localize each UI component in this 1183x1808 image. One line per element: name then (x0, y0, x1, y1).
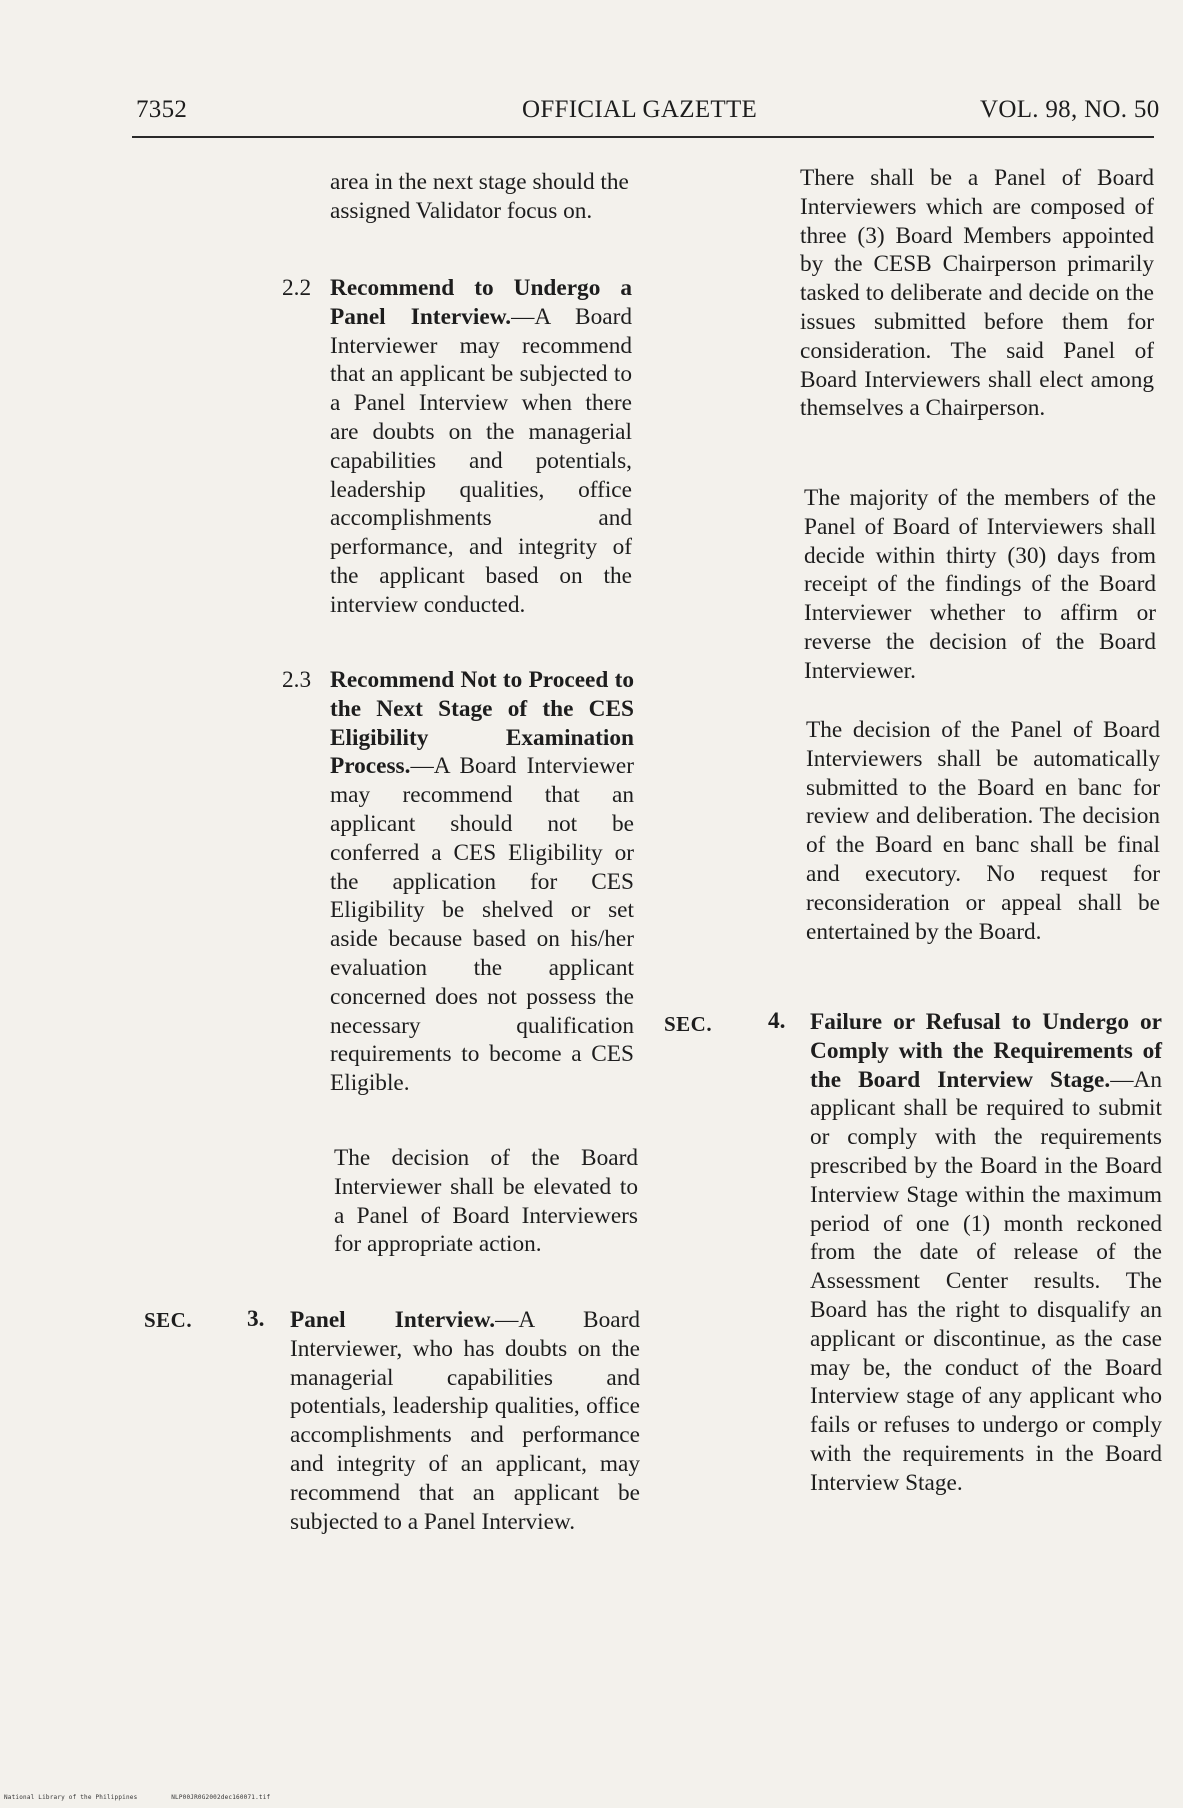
item-2-3-paragraph (330, 666, 634, 1098)
decision-paragraph: The decision of the Board Interviewer shall be elevated to a Panel of Board Interviewers for appropriate action. (334, 1145, 638, 1258)
section-3-paragraph (290, 1306, 640, 1536)
publication-title: OFFICIAL GAZETTE (522, 96, 758, 123)
scan-footer (4, 1794, 300, 1801)
item-body: —A Board Interviewer may recommend that an applicant should not be conferred a CES Eligibility or the application for CES Eligibility be shelved or set aside because based on his/her evaluation the applicant concerned does not possess the necessary qualification requirements to become a CES Eligible. (330, 753, 634, 1097)
majority-decision-paragraph: The majority of the members of the Panel of Board of Interviewers shall decide within thirty (30) days from receipt of the findings of the Board Interviewer whether to affirm or reverse the decision of the Board Interviewer. (804, 485, 1156, 684)
section-body: —A Board Interviewer, who has doubts on the managerial capabilities and potentials, leadership qualities, office accomplishments and performance and integrity of an applicant, may recommend that an applicant be subjected to a Panel Interview. (290, 1307, 640, 1535)
item-heading: Recommend Not to Proceed to the Next Stage of the CES Eligibility Examination Process. (330, 667, 634, 780)
section-number: 3. (247, 1306, 265, 1332)
page-number: 7352 (136, 96, 188, 123)
section-label: SEC. (664, 1012, 713, 1036)
footer-library: National Library of the Philippines (4, 1794, 138, 1801)
section-4-paragraph (810, 1008, 1162, 1498)
item-body: —A Board Interviewer may recommend that an applicant be subjected to a Panel Interview when there are doubts on the managerial capabilities and potentials, leadership qualities, office accomplishments and performance, and integrity of the applicant based on the interview conducted. (330, 303, 632, 618)
header-rule (132, 136, 1154, 138)
item-number: 2.3 (282, 667, 312, 693)
volume-issue: VOL. 98, NO. 50 (980, 96, 1160, 123)
item-heading: Recommend to Undergo a Panel Interview. (330, 275, 632, 330)
panel-composition-paragraph: There shall be a Panel of Board Interviewers which are composed of three (3) Board Members appointed by the CESB Chairperson primarily tasked to deliberate and decide on the issues submitted before them for consideration. The said Panel of Board Interviewers shall elect among themselves a Chairperson. (800, 165, 1154, 422)
section-heading: Panel Interview. (290, 1307, 496, 1333)
section-heading: Failure or Refusal to Undergo or Comply with the Requirements of the Board Interview Stage. (810, 1009, 1162, 1093)
section-body: —An applicant shall be required to submit or comply with the requirements prescribed by the Board in the Board Interview Stage within the maximum period of one (1) month reckoned from the date of release of the Assessment Center results. The Board has the right to disqualify an applicant or discontinue, as the case may be, the conduct of the Board Interview stage of any applicant who fails or refuses to undergo or comply with the requirements in the Board Interview Stage. (810, 1066, 1162, 1496)
intro-paragraph: area in the next stage should the assigned Validator focus on. (330, 169, 629, 224)
section-label: SEC. (144, 1308, 193, 1332)
en-banc-paragraph: The decision of the Panel of Board Interviewers shall be automatically submitted to the Board en banc for review and deliberation. The decision of the Board en banc shall be final and executory. No request for reconsideration or appeal shall be entertained by the Board. (806, 717, 1160, 945)
item-number: 2.2 (282, 275, 312, 301)
footer-file: NLP00JR0G2002dec160071.tif (171, 1794, 271, 1801)
item-2-2-paragraph (330, 274, 632, 620)
section-number: 4. (768, 1008, 786, 1034)
